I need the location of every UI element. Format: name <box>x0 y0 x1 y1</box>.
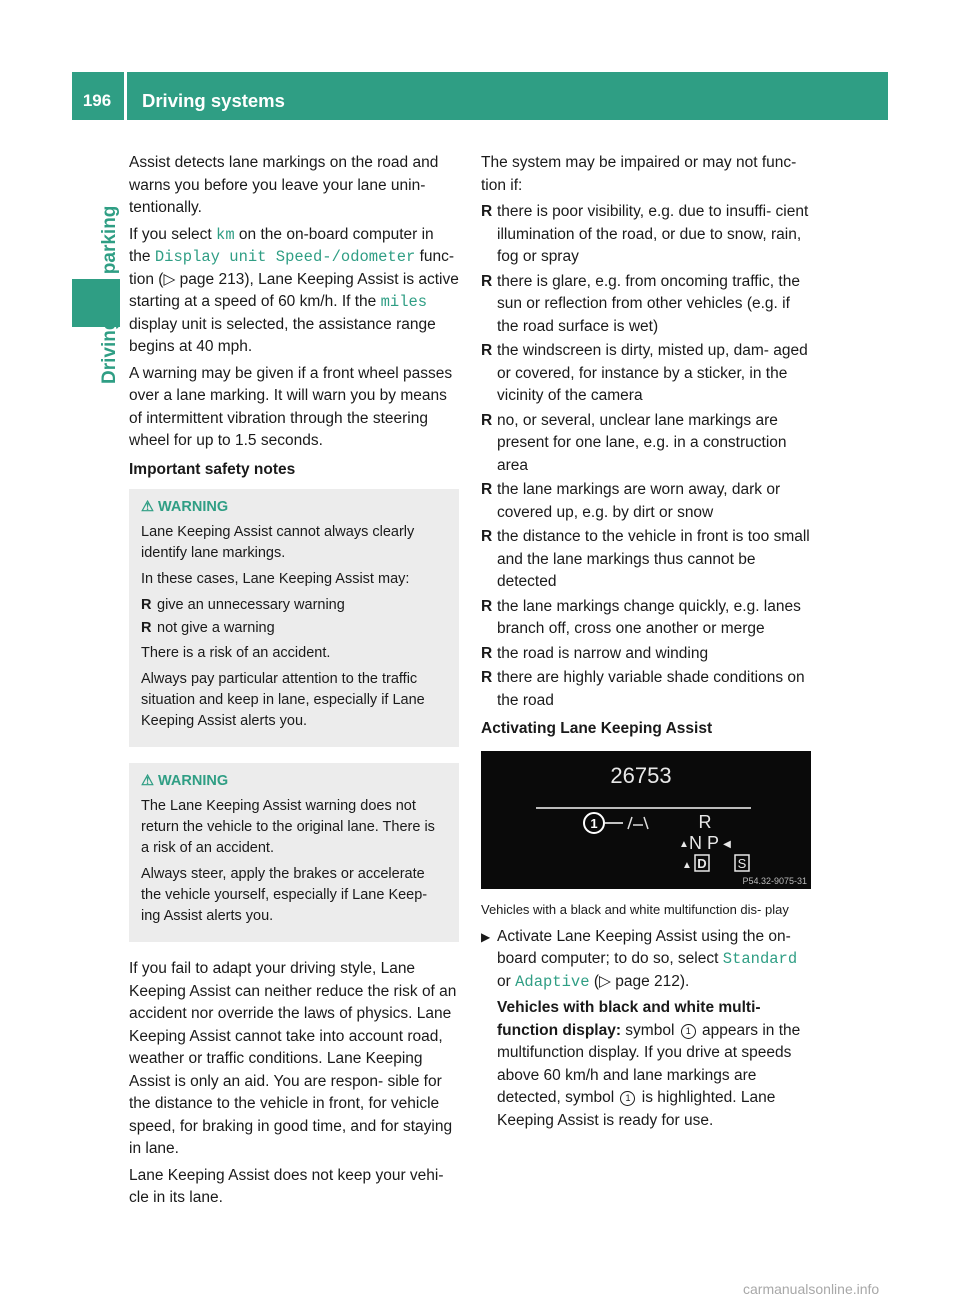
warning-list <box>141 595 447 639</box>
multifunction-display-image <box>481 751 811 889</box>
step-note <box>497 997 811 1132</box>
step-text <box>497 926 811 994</box>
bullet-icon: R <box>481 203 493 220</box>
miles-setting: miles <box>380 293 428 311</box>
symbol-1-icon: 1 <box>681 1024 696 1039</box>
list-item-text: the lane markings are worn away, dark or covered up, e.g. by dirt or snow <box>497 481 781 521</box>
warning-text: Always pay particular attention to the traffic situation and keep in lane, especially if Lane Keeping Assist alerts you. <box>141 671 425 729</box>
image-caption: Vehicles with a black and white multifunction dis- play <box>481 901 789 917</box>
paragraph: The system may be impaired or may not func- tion if: <box>481 154 797 194</box>
mode-s: S <box>737 855 747 871</box>
list-item-text: there are highly variable shade conditions on the road <box>497 669 805 709</box>
warning-icon: ⚠ <box>141 773 159 789</box>
bullet-icon: R <box>141 597 152 613</box>
note-label: Vehicles with black and white multi- function display: <box>497 999 761 1039</box>
list-item <box>481 479 811 524</box>
bullet-icon: R <box>481 644 493 662</box>
odometer-reading: 26753 <box>610 762 672 788</box>
list-item <box>481 201 811 269</box>
paragraph: A warning may be given if a front wheel passes over a lane marking. It will warn you by means of intermittent vibration through the steering wheel for up to 1.5 seconds. <box>129 364 453 449</box>
page-number: 196 <box>82 91 112 110</box>
list-item-text: the lane markings change quickly, e.g. lanes branch off, cross one another or merge <box>497 597 801 637</box>
section-title: Driving systems <box>142 90 285 111</box>
warning-title <box>141 771 447 792</box>
bullet-icon: R <box>481 342 493 359</box>
list-item <box>481 526 811 594</box>
text: symbol <box>621 1021 679 1039</box>
svg-text:▲: ▲ <box>679 838 689 850</box>
list-item <box>141 595 447 616</box>
text: appears in the multifunction display. If you drive at speeds above 60 km/h and lane markings are detected, symbol <box>497 1021 801 1106</box>
list-item-text: the road is narrow and winding <box>497 644 709 662</box>
paragraph <box>129 224 459 359</box>
header-divider <box>124 72 127 120</box>
list-item <box>481 667 811 712</box>
list-item-text: not give a warning <box>157 620 275 636</box>
gear-r: R <box>698 811 712 832</box>
watermark: carmanualsonline.info <box>743 1281 880 1297</box>
step-arrow-icon: ▶ <box>481 929 491 944</box>
text: func- tion (▷ page 213), Lane Keeping Assist is active starting at a speed of 60 km/h. If the <box>129 248 459 310</box>
bullet-icon: R <box>141 620 152 636</box>
text: or <box>497 972 516 990</box>
list-item-text: no, or several, unclear lane markings are present for one lane, e.g. in a construction area <box>497 411 787 474</box>
svg-text:◀: ◀ <box>723 838 731 850</box>
subheading: Important safety notes <box>129 460 296 478</box>
left-column <box>129 152 459 1214</box>
symbol-1-icon: 1 <box>620 1091 635 1106</box>
paragraph: Assist detects lane markings on the road and warns you before you leave your lane unin- tentionally. <box>129 154 439 216</box>
warning-box <box>129 763 459 942</box>
paragraph: If you fail to adapt your driving style, Lane Keeping Assist can neither reduce the risk of an accident nor override the laws of physics. Lane Keeping Assist cannot take into account road, weather or traffic conditions. Lane Keeping Assist is only an aid. You are respon- sible for the distance to the vehicle in front, for vehicle speed, for braking in good time, and for staying in lane. <box>129 960 457 1157</box>
gear-np: N P <box>688 832 720 853</box>
warning-text: In these cases, Lane Keeping Assist may: <box>141 571 410 587</box>
bullet-icon: R <box>481 528 493 545</box>
text: If you select <box>129 225 217 243</box>
list-item-text: the windscreen is dirty, misted up, dam- aged or covered, for instance by a sticker, in the vicinity of the camera <box>497 342 808 404</box>
list-item-text: give an unnecessary warning <box>157 597 345 613</box>
warning-text: The Lane Keeping Assist warning does not return the vehicle to the original lane. There is a risk of an accident. <box>141 798 435 856</box>
text: is highlighted. Lane Keeping Assist is ready for use. <box>497 1089 776 1129</box>
adaptive-setting: Adaptive <box>515 972 590 991</box>
list-item-text: there is poor visibility, e.g. due to insuffi- cient illumination of the road, or due to snow, rain, fog or spray <box>497 203 809 265</box>
list-item <box>481 340 811 408</box>
warning-icon: ⚠ <box>141 499 159 515</box>
text: display unit is selected, the assistance range begins at 40 mph. <box>129 315 436 355</box>
list-item <box>481 596 811 641</box>
display-unit-setting: Display unit Speed-/odometer <box>154 248 416 266</box>
side-tab-marker <box>72 279 120 327</box>
text: Activate Lane Keeping Assist using the on- board computer; to do so, select <box>497 927 791 967</box>
list-item-text: there is glare, e.g. from oncoming traffic, the sun or reflection from other vehicles (e.g. if the road surface is wet) <box>497 272 800 335</box>
impairment-list <box>481 201 811 712</box>
image-code: P54.32-9075-31 <box>742 875 807 886</box>
subheading: Activating Lane Keeping Assist <box>481 720 713 737</box>
warning-label: WARNING <box>158 499 229 515</box>
marker-label: 1 <box>590 815 598 831</box>
warning-box <box>129 489 459 747</box>
standard-setting: Standard <box>722 950 798 968</box>
text: (▷ page 212). <box>589 972 690 990</box>
warning-title <box>141 497 447 518</box>
right-column <box>481 152 811 1136</box>
list-item <box>481 643 811 666</box>
list-item-text: the distance to the vehicle in front is too small and the lane markings thus cannot be detected <box>497 528 810 590</box>
list-item <box>141 618 447 639</box>
instruction-step <box>481 926 811 1133</box>
warning-text: There is a risk of an accident. <box>141 645 331 661</box>
bullet-icon: R <box>481 272 493 290</box>
km-setting: km <box>216 225 235 244</box>
bullet-icon: R <box>481 669 493 686</box>
display-drawing <box>481 751 811 889</box>
warning-text: Lane Keeping Assist cannot always clearly identify lane markings. <box>141 524 415 561</box>
page-header <box>72 72 888 120</box>
text: on the on-board computer in the <box>129 225 434 265</box>
list-item <box>481 410 811 478</box>
warning-text: Always steer, apply the brakes or accelerate the vehicle yourself, especially if Lane Keep- ing Assist alerts you. <box>141 866 428 924</box>
svg-text:▲: ▲ <box>682 859 692 871</box>
gear-d: D <box>697 855 707 871</box>
bullet-icon: R <box>481 481 493 498</box>
warning-label: WARNING <box>158 773 229 789</box>
bullet-icon: R <box>481 597 493 615</box>
bullet-icon: R <box>481 411 493 429</box>
paragraph: Lane Keeping Assist does not keep your vehi- cle in its lane. <box>129 1166 444 1206</box>
list-item <box>481 271 811 339</box>
